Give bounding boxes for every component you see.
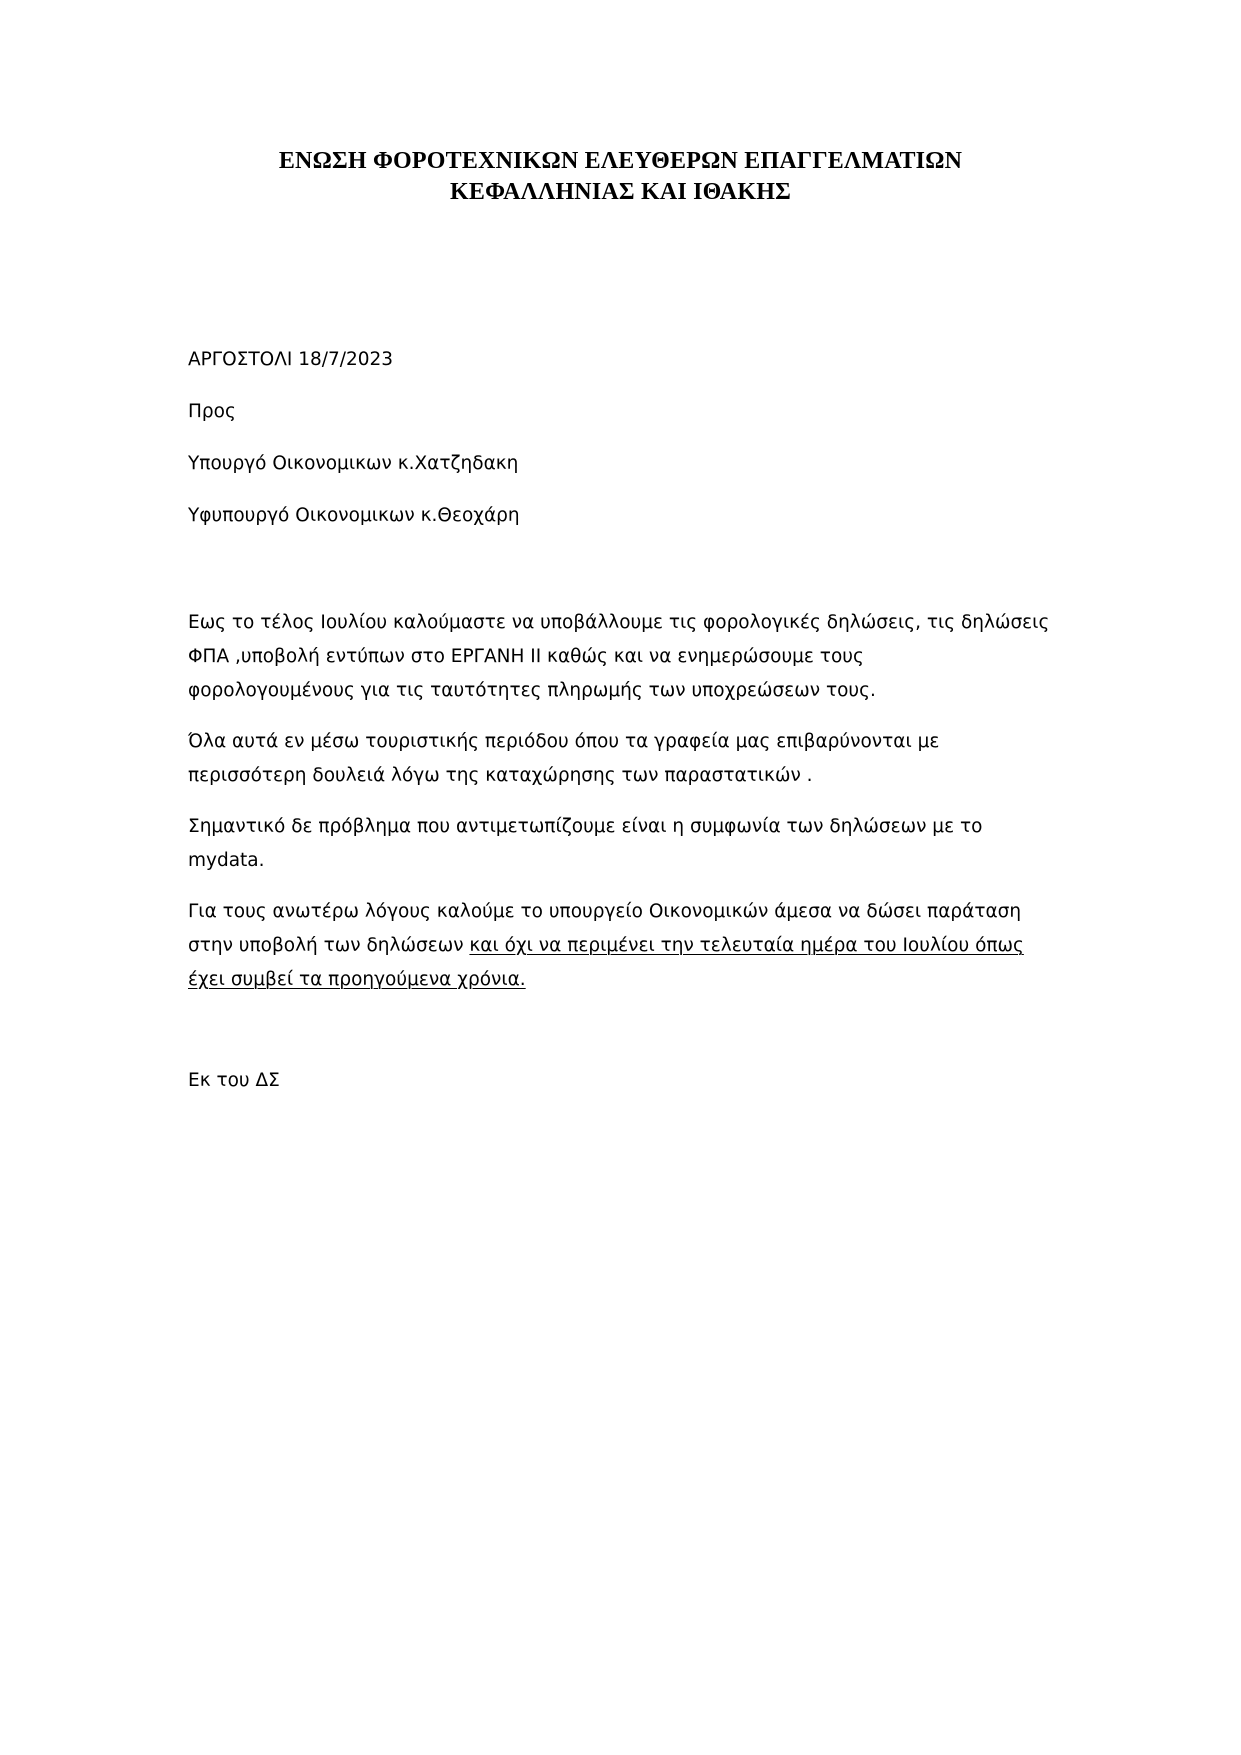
letterhead: [0, 146, 1241, 208]
paragraph-2-line-1: Όλα αυτά εν μέσω τουριστικής περιόδου όπου τα γραφεία μας επιβαρύνονται με: [188, 731, 940, 752]
paragraph-1-line-1: Εως το τέλος Ιουλίου καλούμαστε να υποβάλλουμε τις φορολογικές δηλώσεις, τις δηλώσεις: [188, 612, 1050, 633]
paragraph-1-line-2: ΦΠΑ ,υποβολή εντύπων στο ΕΡΓΑΝΗ ΙΙ καθώς και να ενημερώσουμε τους: [188, 646, 864, 667]
paragraph-4-underlined-text: και όχι να περιμένει την τελευταία ημέρα του Ιουλίου όπως: [469, 935, 1024, 956]
recipient-deputy-minister: Υφυπουργό Οικονομικων κ.Θεοχάρη: [188, 505, 520, 526]
signature: Εκ του ΔΣ: [188, 1070, 280, 1091]
paragraph-3-line-2: mydata.: [188, 850, 265, 871]
paragraph-1-line-3: φορολογουμένους για τις ταυτότητες πληρωμής των υποχρεώσεων τους.: [188, 680, 876, 701]
paragraph-2-line-2: περισσότερη δουλειά λόγω της καταχώρησης των παραστατικών .: [188, 765, 813, 786]
to-label: Προς: [188, 401, 236, 422]
letterhead-line-1: ΕΝΩΣΗ ΦΟΡΟΤΕΧΝΙΚΩΝ ΕΛΕΥΘΕΡΩΝ ΕΠΑΓΓΕΛΜΑΤΙΩΝ: [278, 148, 963, 174]
recipient-minister: Υπουργό Οικονομικων κ.Χατζηδακη: [188, 453, 519, 474]
paragraph-4-line-3-underlined: έχει συμβεί τα προηγούμενα χρόνια.: [188, 969, 526, 990]
paragraph-4-line-2: [188, 934, 1024, 958]
paragraph-4-plain-text: στην υποβολή των δηλώσεων: [188, 935, 470, 956]
paragraph-3-line-1: Σημαντικό δε πρόβλημα που αντιμετωπίζουμε είναι η συμφωνία των δηλώσεων με το: [188, 816, 983, 837]
letterhead-line-2: ΚΕΦΑΛΛΗΝΙΑΣ ΚΑΙ ΙΘΑΚΗΣ: [450, 179, 791, 205]
place-date: ΑΡΓΟΣΤΟΛΙ 18/7/2023: [188, 349, 394, 370]
paragraph-4-line-1: Για τους ανωτέρω λόγους καλούμε το υπουργείο Οικονομικών άμεσα να δώσει παράταση: [188, 901, 1022, 922]
